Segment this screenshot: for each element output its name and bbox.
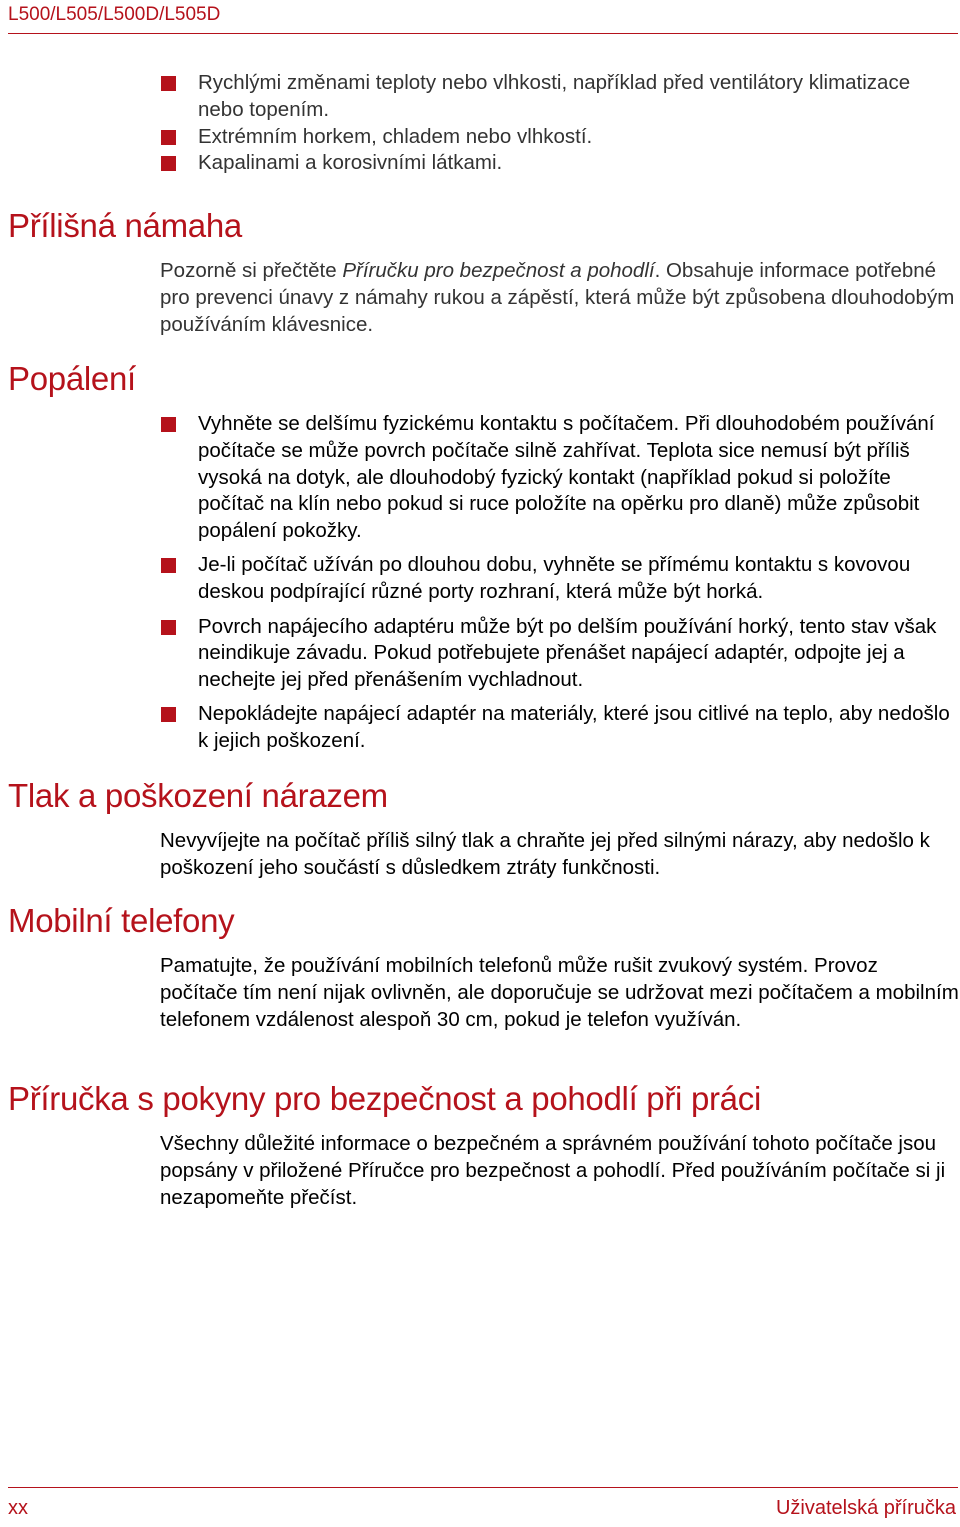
bullet-square-icon — [161, 620, 176, 635]
list-item: Je-li počítač užíván po dlouhou dobu, vyhněte se přímému kontaktu s kovovou deskou podpírající různé porty rozhraní, která může být horká. — [160, 552, 960, 606]
heading-strain: Přílišná námaha — [8, 207, 242, 244]
bullet-square-icon — [161, 156, 176, 171]
header-rule — [8, 33, 958, 34]
heading-phones: Mobilní telefony — [8, 902, 235, 939]
bullet-square-icon — [161, 707, 176, 722]
list-item: Extrémním horkem, chladem nebo vlhkostí. — [160, 124, 960, 151]
manual-paragraph: Všechny důležité informace o bezpečném a správném používání tohoto počítače jsou popsány v přiložené Příručce pro bezpečnost a pohodlí. Před používáním počítače si ji nezapomeňte přečíst. — [160, 1132, 946, 1209]
list-item: Rychlými změnami teploty nebo vlhkosti, například před ventilátory klimatizace nebo topením. — [160, 70, 960, 124]
bullet-square-icon — [161, 417, 176, 432]
footer-page-number: xx — [8, 1497, 28, 1519]
list-item: Kapalinami a korosivními látkami. — [160, 150, 960, 177]
phones-paragraph: Pamatujte, že používání mobilních telefonů může rušit zvukový systém. Provoz počítače tím není nijak ovlivněn, ale doporučuje se udržovat mezi počítačem a mobilním telefonem vzdálenost alespoň 30 cm, pokud je telefon využíván. — [160, 954, 959, 1031]
bullet-square-icon — [161, 558, 176, 573]
list-item: Nepokládejte napájecí adaptér na materiály, které jsou citlivé na teplo, aby nedošlo k jejich poškození. — [160, 701, 960, 755]
footer-rule — [8, 1487, 958, 1488]
heading-pressure: Tlak a poškození nárazem — [8, 777, 388, 814]
list-item: Povrch napájecího adaptéru může být po delším používání horký, tento stav však neindikuje závadu. Pokud potřebujete přenášet napájecí adaptér, odpojte jej a nechejte jej před přenášením vychladnout. — [160, 614, 960, 694]
burns-bullet-list — [160, 411, 960, 755]
top-bullet-list — [160, 70, 960, 177]
heading-manual: Příručka s pokyny pro bezpečnost a pohodlí při práci — [8, 1080, 761, 1117]
pressure-paragraph: Nevyvíjejte na počítač příliš silný tlak a chraňte jej před silnými nárazy, aby nedošlo k poškození jeho součástí s důsledkem ztráty funkčnosti. — [160, 829, 930, 879]
footer-title: Uživatelská příručka — [775, 1497, 956, 1519]
list-item: Vyhněte se delšímu fyzickému kontaktu s počítačem. Při dlouhodobém používání počítače se může povrch počítače silně zahřívat. Teplota sice nemusí být příliš vysoká na dotyk, ale dlouhodobý fyzický kontakt (například pokud si položíte počítač na klín nebo pokud si ruce položíte na opěrku pro dlaně) může způsobit popálení pokožky. — [160, 411, 960, 545]
bullet-square-icon — [161, 76, 176, 91]
heading-burns: Popálení — [8, 360, 136, 397]
bullet-square-icon — [161, 130, 176, 145]
strain-paragraph: Pozorně si přečtěte Příručku pro bezpečnost a pohodlí. Obsahuje informace potřebné pro prevenci únavy z námahy rukou a zápěstí, která může být způsobena dlouhodobým používáním klávesnice. — [160, 259, 955, 336]
header-model: L500/L505/L500D/L505D — [8, 4, 221, 25]
